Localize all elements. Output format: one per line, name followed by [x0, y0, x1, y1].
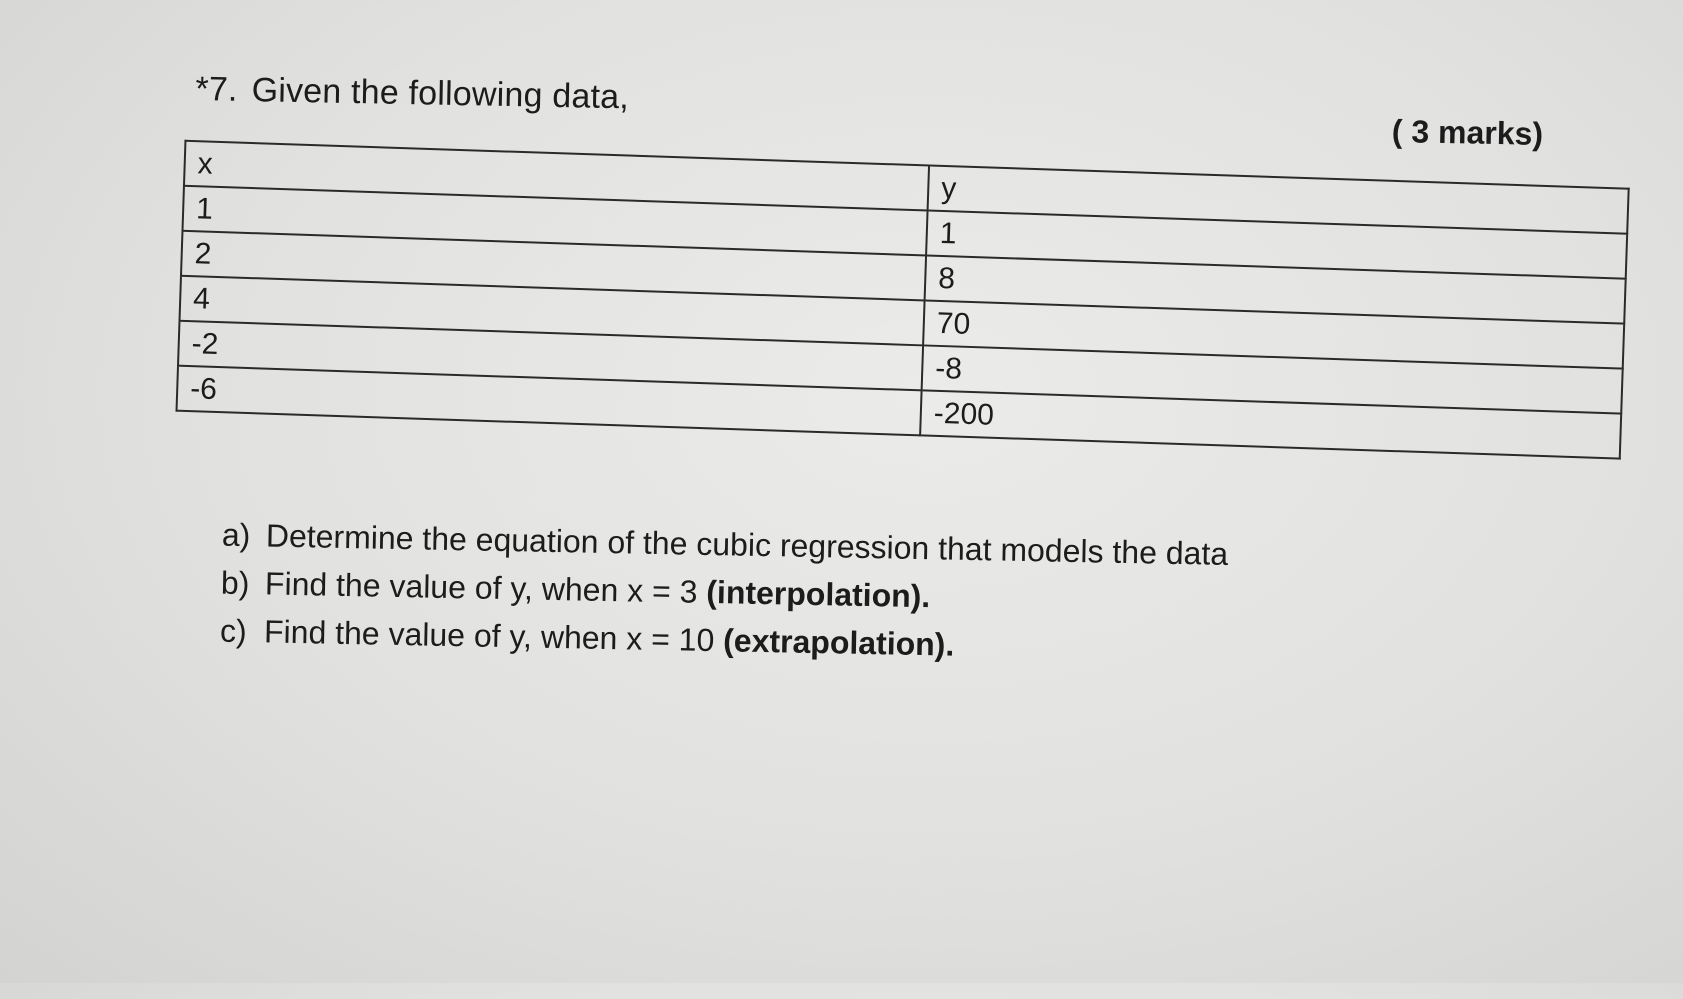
cell-y: -8 — [922, 345, 1623, 413]
header-y: y — [928, 166, 1629, 234]
part-letter: b) — [220, 564, 250, 602]
part-emphasis: (extrapolation). — [722, 622, 955, 663]
cell-x: 4 — [180, 276, 925, 346]
cell-x: 1 — [182, 186, 927, 256]
data-table — [175, 140, 1629, 460]
part-emphasis: (interpolation). — [706, 573, 931, 615]
cell-x: 2 — [181, 231, 926, 301]
cell-y: 1 — [926, 210, 1627, 278]
question-parts — [220, 511, 1229, 674]
cell-y: -200 — [920, 390, 1621, 458]
cell-y: 8 — [925, 255, 1626, 323]
question-title — [195, 70, 629, 117]
part-text: Find the value of y, when x = 3 — [264, 565, 707, 610]
marks-label: ( 3 marks) — [1391, 112, 1544, 152]
question-number: *7. — [195, 70, 239, 109]
part-letter: a) — [221, 516, 251, 554]
cell-x: -2 — [178, 321, 923, 391]
cell-y: 70 — [923, 300, 1624, 368]
header-x: x — [184, 141, 929, 211]
part-letter: c) — [219, 612, 248, 650]
part-text: Find the value of y, when x = 10 — [263, 613, 724, 659]
cell-x: -6 — [177, 366, 922, 436]
question-prompt: Given the following data, — [251, 71, 630, 117]
part-text: Determine the equation of the cubic regression that models the data — [265, 517, 1229, 572]
